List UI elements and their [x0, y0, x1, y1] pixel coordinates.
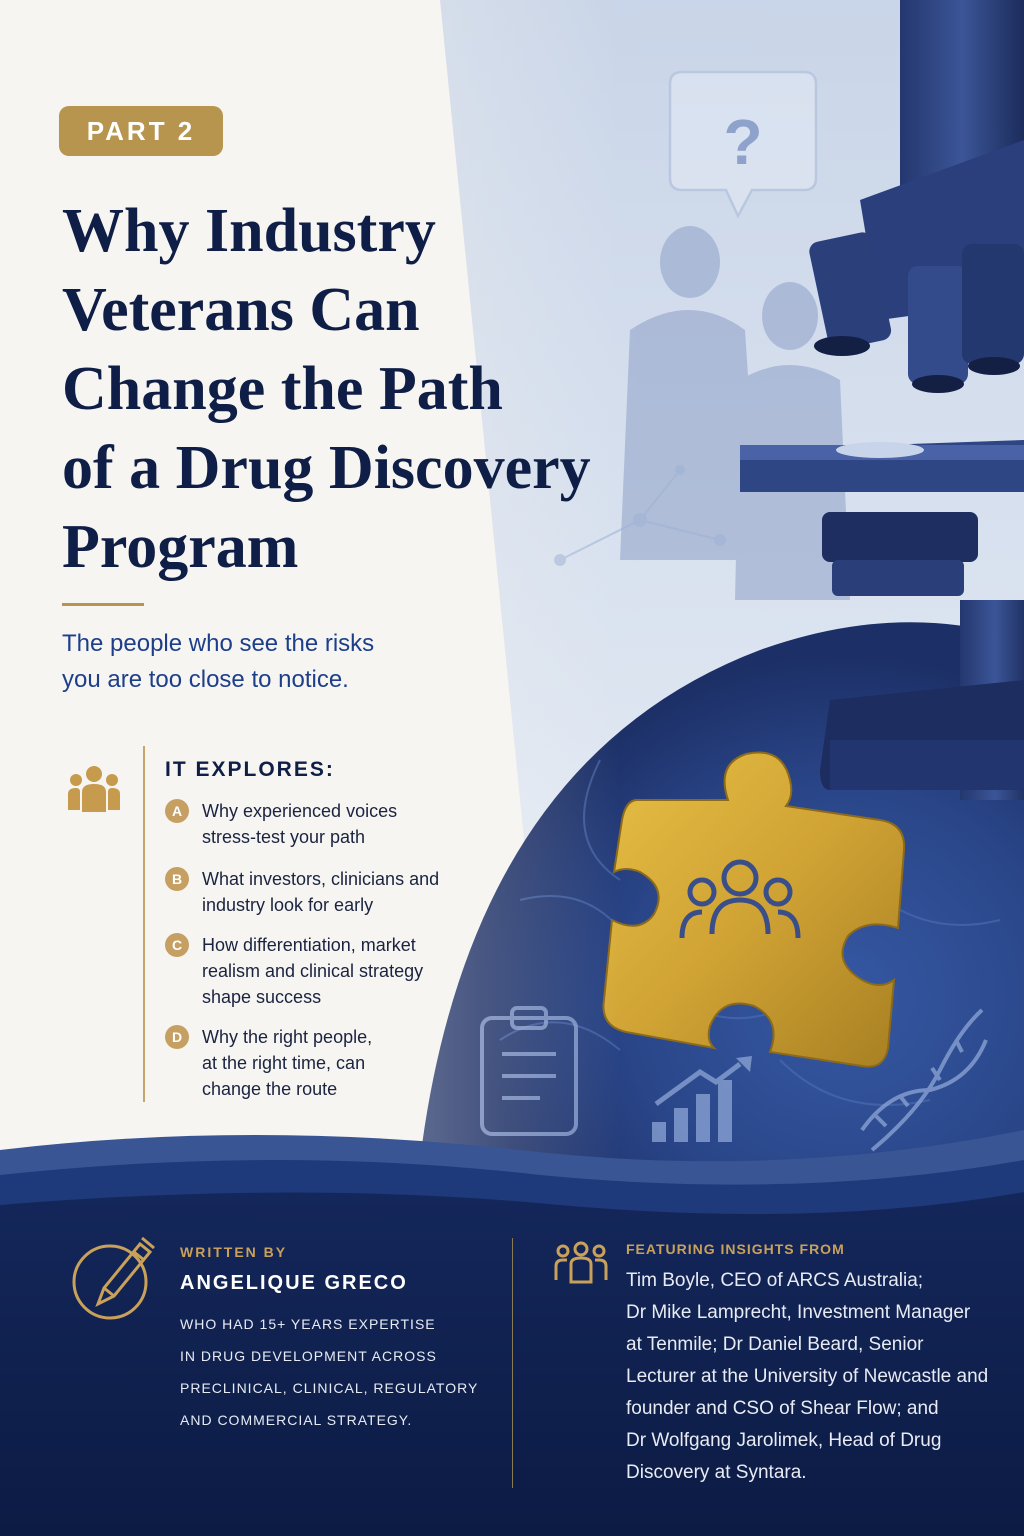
subtitle-line: The people who see the risks: [62, 630, 375, 657]
footer-divider: [512, 1238, 513, 1488]
author-name: ANGELIQUE GRECO: [180, 1272, 408, 1294]
featuring-line: Lecturer at the University of Newcastle and: [626, 1366, 989, 1387]
divider: [62, 603, 144, 606]
written-by-label: WRITTEN BY: [180, 1244, 288, 1260]
author-bio: [180, 1308, 500, 1436]
subtitle: [62, 626, 482, 698]
item-letter: D: [165, 1025, 189, 1049]
explores-heading: IT EXPLORES:: [165, 758, 335, 781]
part-badge: PART 2: [59, 106, 223, 156]
list-item: [165, 866, 462, 918]
title-line: Veterans Can: [62, 276, 420, 344]
subtitle-line: you are too close to notice.: [62, 666, 349, 693]
item-line: Why experienced voices: [202, 801, 398, 821]
item-line: stress-test your path: [202, 827, 366, 847]
item-line: at the right time, can: [202, 1053, 366, 1073]
item-letter: A: [165, 799, 189, 823]
bio-line: IN DRUG DEVELOPMENT ACROSS: [180, 1348, 437, 1364]
item-letter: C: [165, 933, 189, 957]
item-text: [202, 932, 462, 1010]
featuring-line: Discovery at Syntara.: [626, 1462, 807, 1483]
item-line: shape success: [202, 987, 322, 1007]
item-line: realism and clinical strategy: [202, 961, 424, 981]
featuring-text: [626, 1265, 996, 1489]
title-line: Why Industry: [62, 197, 436, 265]
page-title: [62, 192, 662, 587]
item-line: industry look for early: [202, 895, 374, 915]
title-line: Program: [62, 513, 299, 581]
people-group-icon: [553, 1240, 609, 1286]
pen-icon: [70, 1226, 162, 1322]
featuring-line: founder and CSO of Shear Flow; and: [626, 1398, 939, 1419]
svg-text:?: ?: [723, 106, 763, 178]
bio-line: PRECLINICAL, CLINICAL, REGULATORY: [180, 1380, 479, 1396]
item-line: What investors, clinicians and: [202, 869, 440, 889]
title-line: Change the Path: [62, 355, 503, 423]
item-line: change the route: [202, 1079, 338, 1099]
item-line: How differentiation, market: [202, 935, 416, 955]
list-item: [165, 1024, 462, 1102]
item-line: Why the right people,: [202, 1027, 373, 1047]
featuring-line: Dr Wolfgang Jarolimek, Head of Drug: [626, 1430, 942, 1451]
item-text: [202, 1024, 462, 1102]
bio-line: AND COMMERCIAL STRATEGY.: [180, 1412, 413, 1428]
item-text: [202, 798, 462, 850]
item-letter: B: [165, 867, 189, 891]
title-line: of a Drug Discovery: [62, 434, 591, 502]
list-item: [165, 798, 462, 850]
featuring-line: Dr Mike Lamprecht, Investment Manager: [626, 1302, 971, 1323]
bio-line: WHO HAD 15+ YEARS EXPERTISE: [180, 1316, 436, 1332]
explores-rule: [143, 746, 145, 1102]
featuring-line: Tim Boyle, CEO of ARCS Australia;: [626, 1270, 924, 1291]
featuring-label: FEATURING INSIGHTS FROM: [626, 1241, 845, 1257]
list-item: [165, 932, 462, 1010]
people-group-icon: [66, 764, 122, 816]
featuring-line: at Tenmile; Dr Daniel Beard, Senior: [626, 1334, 924, 1355]
item-text: [202, 866, 462, 918]
